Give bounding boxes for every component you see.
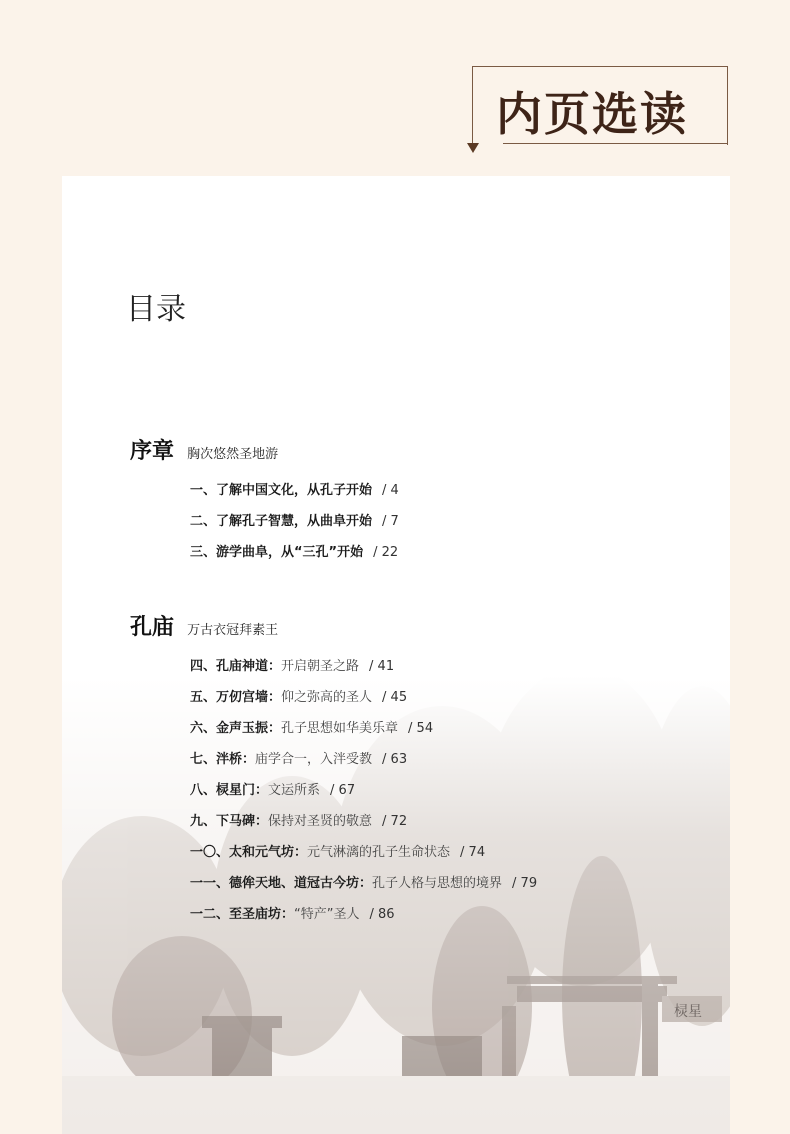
entry-page: / 41 [369, 659, 395, 674]
entry-page: / 79 [512, 876, 538, 891]
entry-description: 仰之弥高的圣人 [281, 690, 373, 705]
entry-page: / 72 [382, 814, 408, 829]
section-header [130, 610, 278, 641]
entry-description: 孔子人格与思想的境界 [372, 876, 503, 891]
toc-entry[interactable] [190, 510, 399, 529]
section-name: 序章 [130, 438, 175, 464]
toc-entry[interactable] [190, 779, 355, 798]
entry-title: 二、了解孔子智慧，从曲阜开始 [190, 514, 373, 529]
toc-entry[interactable] [190, 903, 395, 922]
entry-page: / 7 [382, 514, 399, 529]
entry-title: 六、金声玉振： [190, 721, 282, 736]
entry-description: 元气淋漓的孔子生命状态 [307, 845, 451, 860]
entry-page: / 22 [373, 545, 399, 560]
entry-page: / 86 [369, 907, 395, 922]
page-title: 内页选读 [496, 87, 688, 141]
entry-title: 五、万仞宫墙： [190, 690, 282, 705]
entry-page: / 74 [460, 845, 486, 860]
entry-page: / 67 [330, 783, 356, 798]
entry-title: 一一、德侔天地、道冠古今坊： [190, 876, 373, 891]
entry-title: 一二、至圣庙坊： [190, 907, 295, 922]
toc-entry[interactable] [190, 541, 398, 560]
arrow-down-icon [467, 143, 479, 153]
toc-entry[interactable] [190, 841, 485, 860]
entry-description: 孔子思想如华美乐章 [281, 721, 399, 736]
entry-page: / 63 [382, 752, 408, 767]
toc-entry[interactable] [190, 810, 407, 829]
entry-description: “特产”圣人 [294, 907, 360, 922]
toc-entry[interactable] [190, 872, 537, 891]
entry-title: 三、游学曲阜，从“三孔”开始 [190, 545, 364, 560]
entry-title: 七、泮桥： [190, 752, 256, 767]
toc-entry[interactable] [190, 655, 394, 674]
entry-description: 开启朝圣之路 [281, 659, 360, 674]
entry-description: 庙学合一，入泮受教 [255, 752, 373, 767]
entry-title: 四、孔庙神道： [190, 659, 282, 674]
book-page [62, 176, 730, 1134]
toc-entry[interactable] [190, 748, 407, 767]
entry-page: / 4 [382, 483, 399, 498]
entry-page: / 45 [382, 690, 408, 705]
entry-title: 八、棂星门： [190, 783, 269, 798]
entry-description: 保持对圣贤的敬意 [268, 814, 373, 829]
toc-title: 目录 [126, 292, 186, 327]
entry-page: / 54 [408, 721, 434, 736]
section-name: 孔庙 [130, 614, 175, 640]
toc-entry[interactable] [190, 686, 407, 705]
entry-description: 文运所系 [268, 783, 321, 798]
section-subtitle: 胸次悠然圣地游 [187, 447, 279, 462]
toc-entry[interactable] [190, 717, 433, 736]
entry-title: 九、下马碑： [190, 814, 269, 829]
entry-title: 一〇、太和元气坊： [190, 845, 308, 860]
toc-entry[interactable] [190, 479, 399, 498]
snow-temple-illustration [62, 676, 730, 1134]
section-header [130, 434, 278, 465]
entry-title: 一、了解中国文化，从孔子开始 [190, 483, 373, 498]
section-subtitle: 万古衣冠拜素王 [187, 623, 279, 638]
